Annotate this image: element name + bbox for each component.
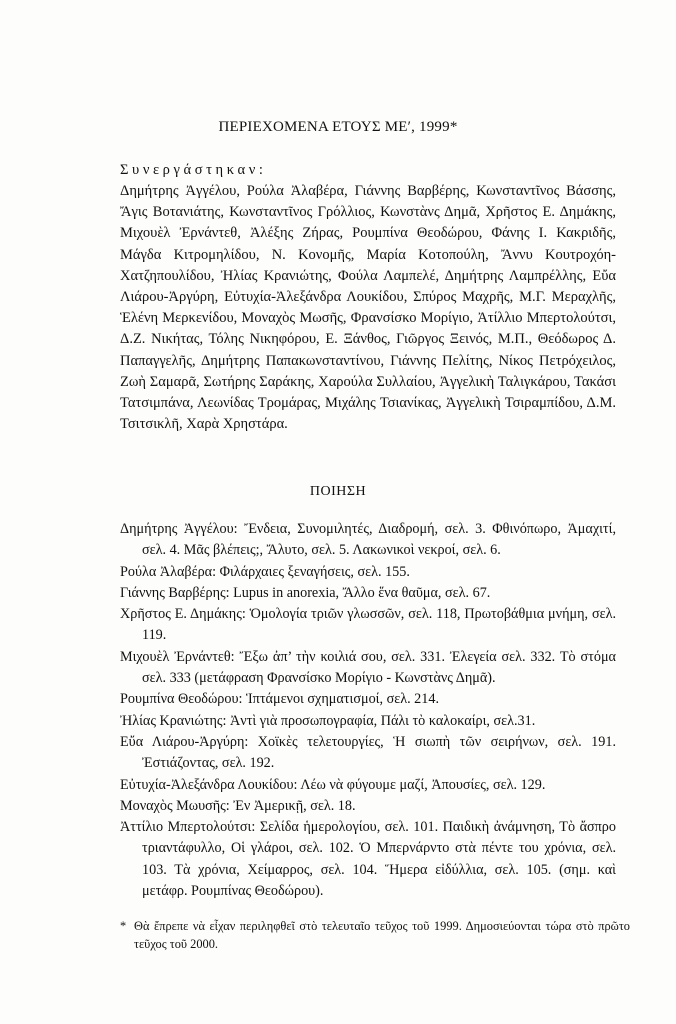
- contributors-label: Συνεργάστηκαν:: [120, 162, 267, 178]
- poetry-entry: Γιάννης Βαρβέρης: Lupus in anorexia, Ἄλλο ἕνα θαῦμα, σελ. 67.: [120, 584, 491, 601]
- footnote: [120, 917, 630, 953]
- poetry-entry: Ἠλίας Κρανιώτης: Ἀντὶ γιὰ προσωπογραφία, Πάλι τὸ καλοκαίρι, σελ.31.: [120, 712, 536, 729]
- poetry-entry: Μοναχὸς Μωυσῆς: Ἐν Ἀμερικῇ, σελ. 18.: [120, 797, 356, 814]
- poetry-entry: Ρουμπίνα Θεοδώρου: Ἱπτάμενοι σχηματισμοί, σελ. 214.: [120, 691, 439, 708]
- poetry-heading: ΠΟΙΗΣΗ: [309, 484, 367, 499]
- contributors-list: Δημήτρης Ἀγγέλου, Ρούλα Ἀλαβέρα, Γιάννης Βαρβέρης, Κωνσταντῖνος Βάσσης, Ἄγις Βοτανιάτης, Κωνσταντῖνος Γρόλλιος, Κωνστὰνς Δημᾶ, Χρῆστος Ε. Δημάκης, Μιχουὲλ Ἐρνάντεθ, Ἀλέξης Ζήρας, Ρουμπίνα Θεοδώρου, Φάνης Ι. Κακριδῆς, Μάγδα Κιτρομηλίδου, Ν. Κονομῆς, Μαρία Κοτοπούλη, Ἄννυ Κουτροχόη-Χατζηπουλίδου, Ἠλίας Κρανιώτης, Φούλα Λαμπελέ, Δημήτρης Λαμπρέλλης, Εὔα Λιάρου-Ἀργύρη, Εὐτυχία-Ἀλεξάνδρα Λουκίδου, Σπύρος Μαχρῆς, Μ.Γ. Μεραχλῆς, Ἑλένη Μερκενίδου, Μοναχὸς Μωσῆς, Φρανσίσκο Μορίγιο, Ἀτίλλιο Μπερτολούτσι, Δ.Ζ. Νικήτας, Τόλης Νικηφόρου, Ε. Ξάνθος, Γιῶργος Ξεινός, Μ.Π., Θεόδωρος Δ. Παπαγγελῆς, Δημήτρης Παπακωνσταντίνου, Γιάννης Πελίτης, Νίκος Πετρόχειλος, Ζωὴ Σαμαρᾶ, Σωτήρης Σαράκης, Χαρούλα Συλλαίου, Ἀγγελικὴ Ταλιγκάρου, Τακάσι Τατσιμπάνα, Λεωνίδας Τρομάρας, Μιχάλης Τσιανίκας, Ἀγγελικὴ Τσιραμπίδου, Δ.Μ. Τσιτσικλῆ, Χαρὰ Χρηστάρα.: [120, 183, 616, 433]
- poetry-entry: Εὐτυχία-Ἀλεξάνδρα Λουκίδου: Λέω νὰ φύγουμε μαζί, Ἀπουσίες, σελ. 129.: [120, 776, 546, 793]
- page-title: ΠΕΡΙΕΧΟΜΕΝΑ ΕΤΟΥΣ ΜΕʹ, 1999*: [218, 119, 458, 135]
- poetry-entry: Δημήτρης Ἀγγέλου: Ἔνδεια, Συνομιλητές, Διαδρομή, σελ. 3. Φθινόπωρο, Ἀμαχιτί, σελ. 4. Μᾶς βλέπεις;, Ἄλυτο, σελ. 5. Λακωνικοὶ νεκροί, σελ. 6.: [120, 521, 616, 559]
- poetry-entry: Ἀττίλιο Μπερτολούτσι: Σελίδα ἡμερολογίου, σελ. 101. Παιδικὴ ἀνάμνηση, Τὸ ἄσπρο τριαντάφυλλο, Οἱ γλάροι, σελ. 102. Ὁ Μπερνάρντο στὰ πέντε του χρόνια, σελ. 103. Τὰ χρόνια, Χείμαρρος, σελ. 104. Ἥμερα εἰδύλλια, σελ. 105. (σημ. καὶ μετάφρ. Ρουμπίνας Θεοδώρου).: [120, 819, 616, 900]
- footnote-text: Θὰ ἔπρεπε νὰ εἶχαν περιληφθεῖ στὸ τελευταῖο τεῦχος τοῦ 1999. Δημοσιεύονται τώρα στὸ πρῶτο τεῦχος τοῦ 2000.: [134, 919, 630, 951]
- poetry-list: [120, 519, 616, 902]
- footnote-marker: *: [120, 919, 127, 933]
- contributors-section: [120, 160, 616, 435]
- poetry-entry: Χρῆστος Ε. Δημάκης: Ὁμολογία τριῶν γλωσσῶν, σελ. 118, Πρωτοβάθμια μνήμη, σελ. 119.: [120, 606, 616, 644]
- poetry-entry: Ρούλα Ἀλαβέρα: Φιλάρχαιες ξεναγήσεις, σελ. 155.: [120, 563, 410, 580]
- poetry-entry: Μιχουὲλ Ἐρνάντεθ: Ἔξω ἀπ’ τὴν κοιλιά σου, σελ. 331. Ἐλεγεία σελ. 332. Τὸ στόμα σελ. 333 (μετάφραση Φρανσίσκο Μορίγιο - Κωνστὰνς Δημᾶ).: [120, 648, 616, 687]
- poetry-entry: Εὔα Λιάρου-Ἀργύρη: Χοϊκὲς τελετουργίες, Ἡ σιωπὴ τῶν σειρήνων, σελ. 191. Ἐστιάζοντας, σελ. 192.: [120, 733, 616, 772]
